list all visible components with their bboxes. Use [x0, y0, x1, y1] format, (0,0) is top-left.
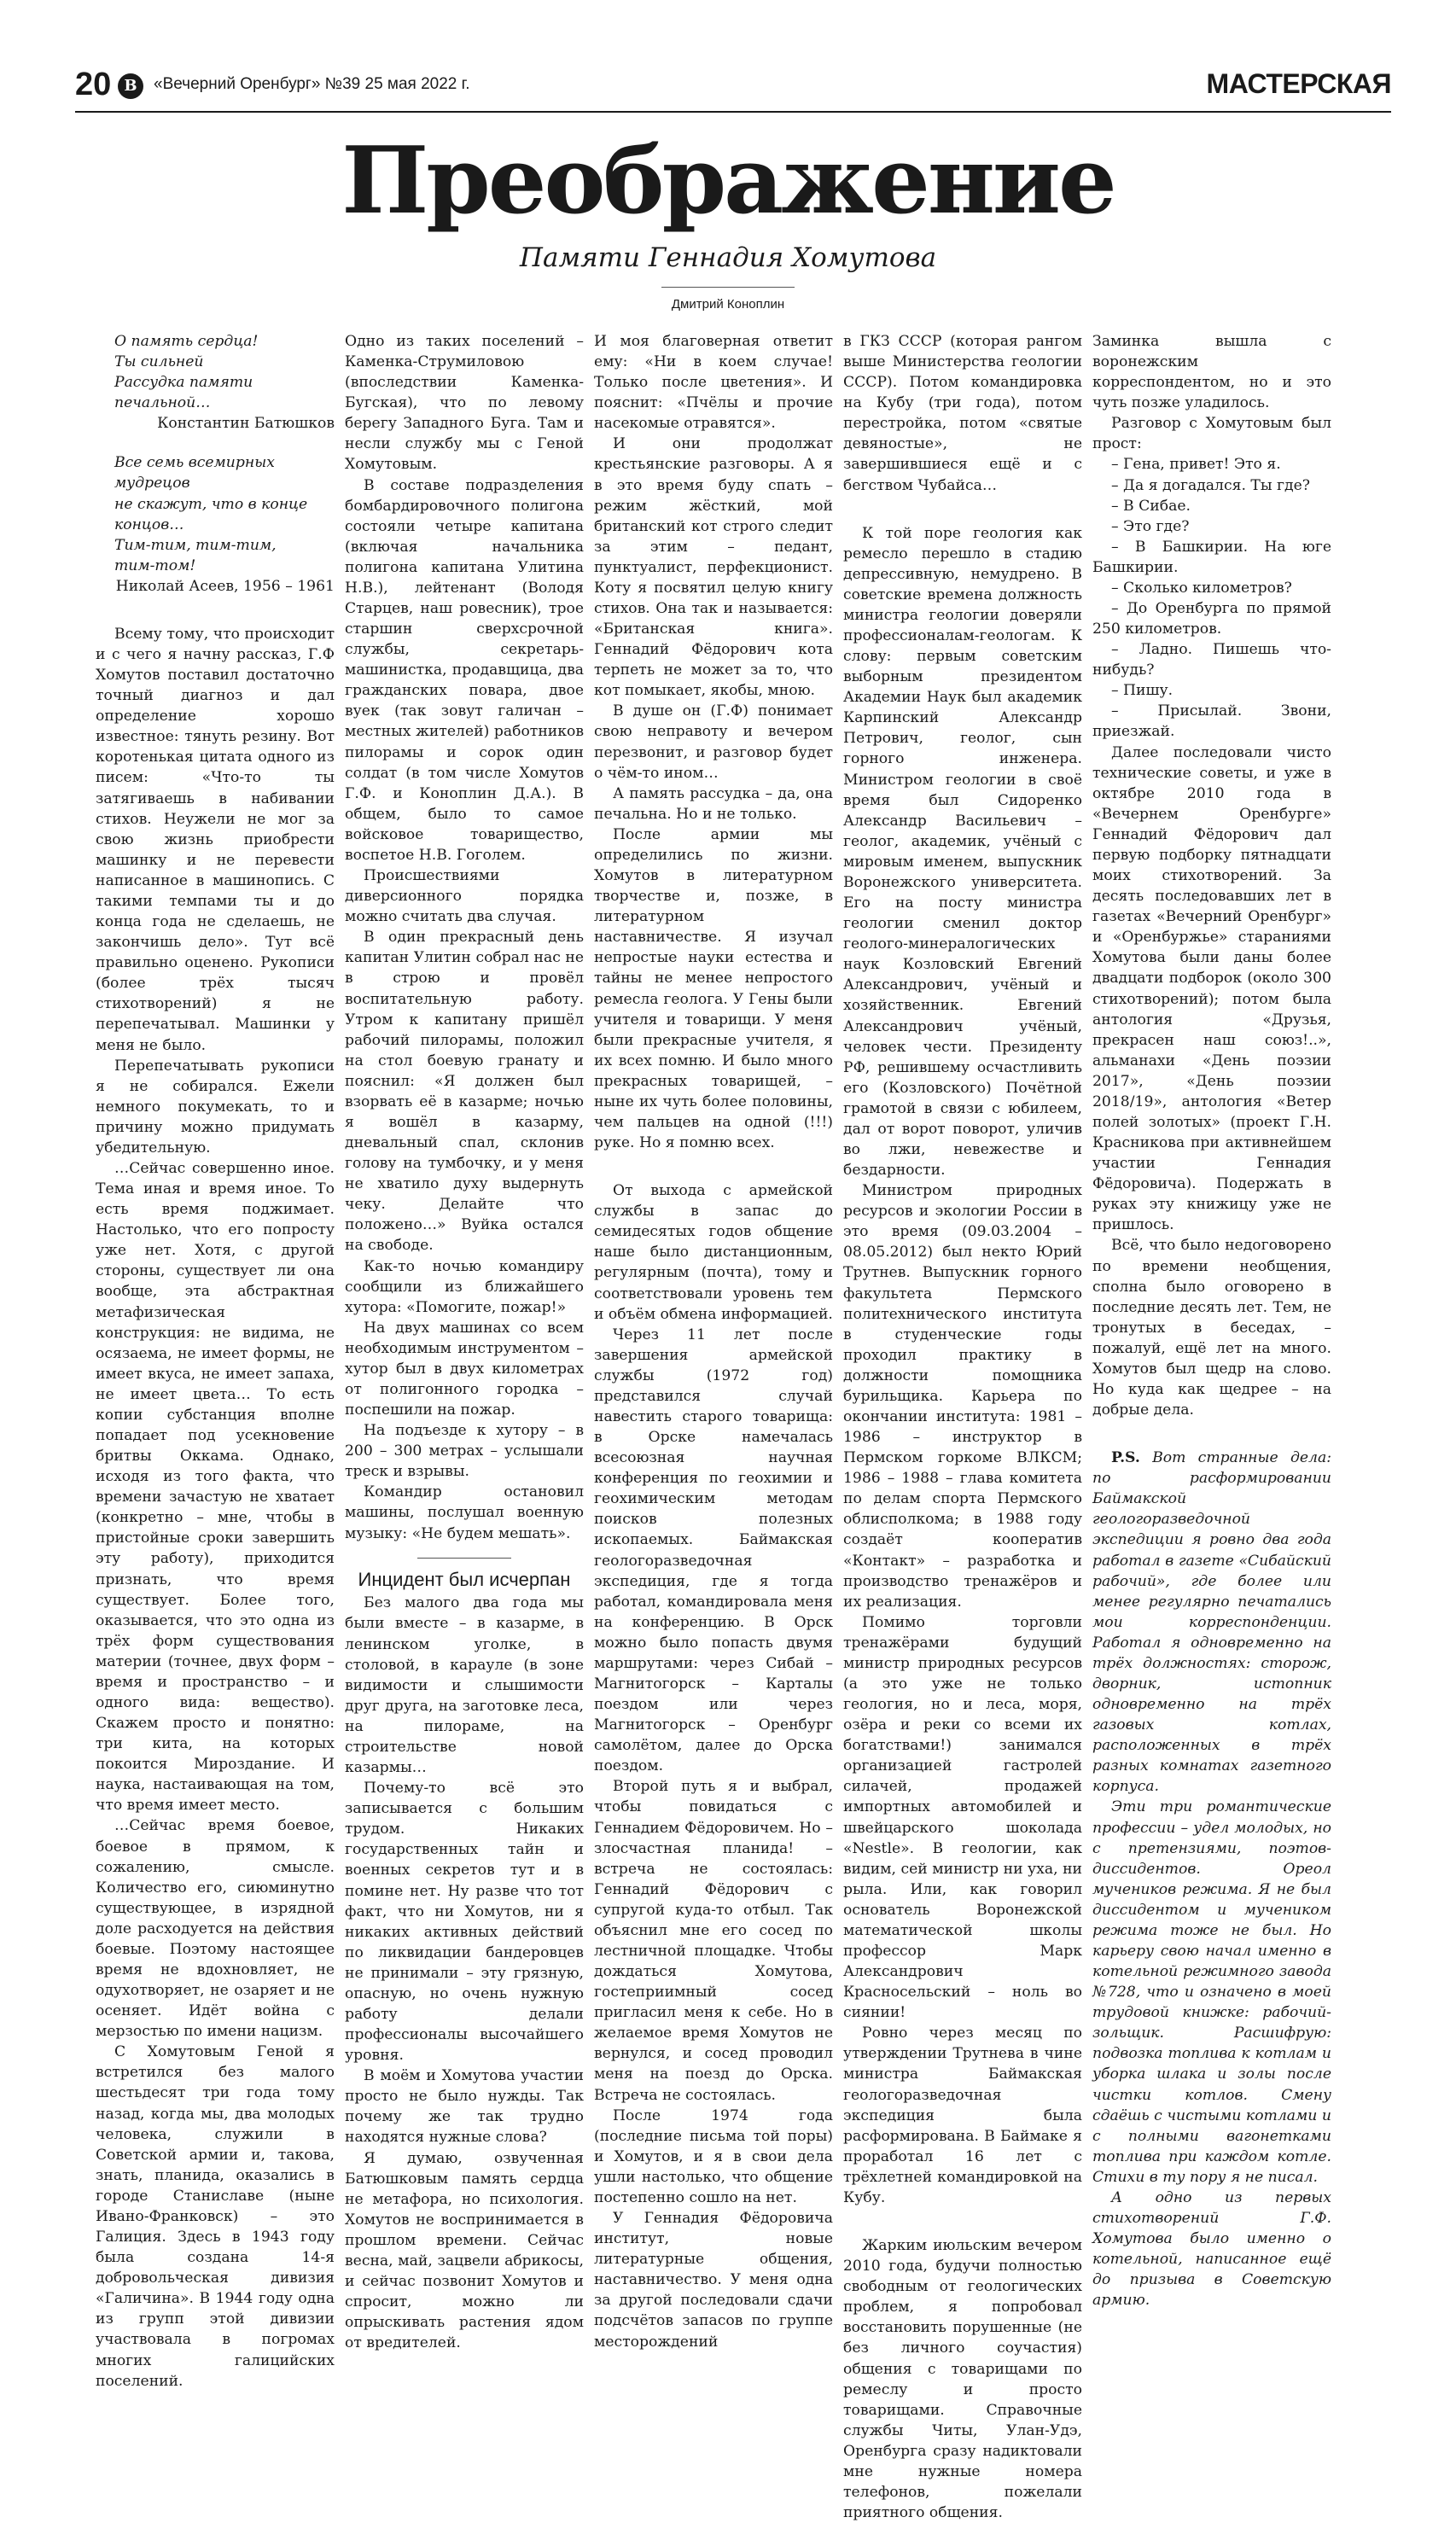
dialogue-line: – До Оренбурга по прямой 250 километров. — [1092, 600, 1331, 638]
header-divider — [75, 111, 1391, 113]
newspaper-logo-icon: В — [118, 73, 143, 99]
column-1 — [96, 331, 335, 2390]
column-2 — [345, 331, 584, 2352]
article-author: Дмитрий Коноплин — [671, 297, 785, 312]
paragraph: Всё, что было недоговорено по времени необщения, сполна было оговорено в последние десять лет. Тем, не тронутых в беседах, – пожалуй, ещё лет на много. Хомутов был щедр на слово. Но куда как щедрее – на добрые дела. — [1092, 1237, 1331, 1419]
paragraph: Жарким июльским вечером 2010 года, будучи полностью свободным от геологических проблем, я попробовал восстановить порушенные (не без личного соучастия) общения с товарищами по ремеслу и просто товарищами. Справочные службы Читы, Улан-Удэ, Оренбурга сразу надиктовали мне нужные номера телефонов, пожелали приятного общения. — [843, 2237, 1082, 2522]
postscript-text: Вот странные дела: по расформировании Баймакской геологоразведочной экспедиции я ровно два года работал в газете «Сибайский рабочий», где более или менее регулярно печатались мои корреспонденции. Работал я одновременно на трёх должностях: сторож, дворник, истопник одновременно на трёх газовых котлах, расположенных в трёх разных комнатах газетного корпуса. — [1092, 1449, 1331, 1796]
paragraph: От выхода с армейской службы в запас до семидесятых годов общение наше было дистанционным, регулярным (почта), тому и соответствовали уровень тем и объём обмена информацией. — [594, 1182, 833, 1323]
column-4 — [843, 331, 1082, 2522]
paragraph: Одно из таких поселений – Каменка-Струмиловою (впоследствии Каменка-Бугская), что по левому берегу Западного Буга. Там и несли службу мы с Геной Хомутовым. — [345, 333, 584, 474]
paragraph: С Хомутовым Геной я встретился без малого шестьдесят три года тому назад, когда мы, два молодых человека, служили в Советской армии и, такова, знать, планида, оказались в городе Станиславе (ныне Ивано-Франковск) – это Галиция. Здесь в 1943 году была создана 14-я добровольческая дивизия «Галичина». В 1944 году одна из групп этой дивизии участвовала в погромах многих галицийских поселений. — [96, 2043, 335, 2390]
epigraph-line: Рассудка памяти — [114, 374, 253, 392]
paragraph: А память рассудка – да, она печальна. Но и не только. — [594, 784, 833, 823]
epigraph-line: печальной… — [114, 394, 211, 412]
dialogue-line: – Да я догадался. Ты где? — [1111, 476, 1310, 494]
paragraph: Всему тому, что происходит и с чего я начну рассказ, Г.Ф Хомутов поставил достаточно точный диагноз и дал определение хорошо известное: тянуть резину. Вот коротенькая цитата одного из писем: «Что-то ты затягиваешь в набивании стихов. Неужели не мог за свою жизнь приобрести машинку и не перевести написанное в машинопись. С такими темпами ты и до конца года не сделаешь, не закончишь дело». Тут всё правильно оценено. Рукописи (более трёх тысяч стихотворений) я не перепечатывал. Машинки у меня не было. — [96, 625, 335, 1054]
paragraph: После армии мы определились по жизни. Хомутов в литературном творчестве и, позже, в литературном наставничестве. Я изучал непростые науки естества и тайны не менее непростого ремесла геолога. У Гены были учителя и товарищи. У меня были прекрасные учителя, я их всех помню. И было много прекрасных товарищей, – ныне их чуть более половины, чем пальцев на одной (!!!) руке. Но я помню всех. — [594, 825, 833, 1152]
paragraph: К той поре геология как ремесло перешло в стадию депрессивную, немудрено. В советские времена должность министра геологии доверяли профессионалам-геологам. К слову: первым советским выборным президентом Академии Наук был академик Карпинский Александр Петрович, геолог, сын горного инженера. Министром геологии в своё время был Сидоренко Александр Васильевич – геолог, академик, учёный с мировым именем, выпускник Воронежского университета. Его на посту министра геологии сменил доктор геолого-минералогических наук Козловский Евгений Александрович, учёный и хозяйственник. Евгений Александрович учёный, человек чести. Президенту РФ, решившему осчастливить его (Козловского) Почётной грамотой в связи с юбилеем, дал от ворот поворот, уличив во лжи, невежестве и бездарности. — [843, 524, 1082, 1180]
epigraph-2 — [96, 452, 335, 597]
subtitle-divider — [661, 287, 795, 288]
paragraph: В моём и Хомутова участии просто не было нужды. Так почему же так трудно находятся нужные слова? — [345, 2067, 584, 2147]
dialogue-line: – Сколько километров? — [1111, 579, 1292, 597]
paragraph: На подъезде к хутору – в 200 – 300 метрах – услышали треск и взрывы. — [345, 1422, 584, 1481]
postscript-paragraph — [1092, 1448, 1331, 1797]
paragraph: После 1974 года (последние письма той поры) и Хомутов, и я в свои дела ушли настолько, что общение постепенно сошло на нет. — [594, 2106, 833, 2206]
paragraph: У Геннадия Фёдоровича институт, новые литературные общения, наставничество. У меня одна за другой последовали сдачи подсчётов запасов по группе месторождений — [594, 2210, 833, 2351]
dialogue-line: – В Башкирии. На юге Башкирии. — [1092, 538, 1331, 576]
dialogue-line: – Пишу. — [1111, 682, 1174, 700]
article-title: Преображение — [341, 127, 1115, 235]
paragraph: В душе он (Г.Ф) понимает свою неправоту и вечером перезвонит, и разговор будет о чём-то ином… — [594, 702, 833, 782]
paragraph: В составе подразделения бомбардировочного полигона состояли четыре капитана (включая начальника полигона капитана Улитина Н.В.), лейтенант (Володя Старцев, наш ровесник), трое старшин сверхсрочной службы, секретарь-машинистка, продавщица, два гражданских повара, двое вуек (так зовут галичан – местных жителей) работников пилорамы и сорок один солдат (в том числе Хомутов Г.Ф. и Коноплин Д.А.). В общем, было то самое войсковое товарищество, воспетое Н.В. Гоголем. — [345, 476, 584, 864]
epigraph-line: тим-том! — [114, 556, 196, 574]
epigraph-line: Все семь всемирных — [114, 454, 275, 472]
column-3 — [594, 331, 833, 2351]
epigraph-line: мудрецов — [114, 475, 190, 492]
paragraph: Через 11 лет после завершения армейской службы (1972 год) представился случай навестить старого товарища: в Орске намечалась всесоюзная научная конференция по геохимии и геохимическим методам поисков полезных ископаемых. Баймакская геологоразведочная экспедиция, где я тогда работал, командировала меня на конференцию. В Орск можно было попасть двумя маршрутами: через Сибай – Магнитогорск – Карталы поездом или через Магнитогорск – Оренбург самолётом, далее до Орска поездом. — [594, 1326, 833, 1775]
epigraph-1 — [96, 331, 335, 434]
postscript-paragraph: А одно из первых стихотворений Г.Ф. Хомутова было именно о котельной, написанное ещё до призыва в Советскую армию. — [1092, 2188, 1331, 2310]
paragraph: Ровно через месяц по утверждении Трутнева в чине министра Баймакская геологоразведочная экспедиция была расформирована. В Баймаке я проработал 16 лет с трёхлетней командировкой на Кубу. — [843, 2025, 1082, 2206]
epigraph-line: не скажут, что в конце — [114, 495, 308, 513]
paragraph: в ГКЗ СССР (которая рангом выше Министерства геологии СССР). Потом командировка на Кубу (три года), потом перестройка, потом «святые девяностые», не завершившиеся ещё и с бегством Чубайса… — [843, 333, 1082, 494]
subheading: Инцидент был исчерпан — [358, 1568, 571, 1590]
epigraph-line: О память сердца! — [114, 333, 259, 350]
epigraph-line: Тим-тим, тим-тим, — [114, 536, 277, 554]
paragraph: В один прекрасный день капитан Улитин собрал нас не в строю и провёл воспитательную работу. Утром к капитану пришёл рабочий пилорамы, положил на стол боевую гранату и пояснил: «Я должен был взорвать её в казарме; ночью я вошёл в казарму, дневальный спал, склонив голову на тумбочку, и у меня не хватило духу выдернуть чеку. Делайте что положено…» Вуйка остался на свободе. — [345, 929, 584, 1255]
paragraph: …Сейчас время боевое, боевое в прямом, к сожалению, смысле. Количество его, сиюминутно существующее, в изрядной доле расходуется на действия боевые. Поэтому настоящее время не вдохновляет, не одухотворяет, не озаряет и не осеняет. Идёт война с мерзостью по имени нацизм. — [96, 1817, 335, 2041]
epigraph-line: концов… — [114, 516, 184, 533]
page-header — [75, 67, 1391, 109]
paragraph: Почему-то всё это записывается с большим трудом. Никаких государственных тайн и военных секретов тут и в помине нет. Ну разве что тот факт, что ни Хомутов, ни я никаких активных действий по ликвидации бандеровцев не принимали – эту грязную, опасную, но очень нужную работу делали профессионалы высочайшего уровня. — [345, 1780, 584, 2065]
column-5 — [1092, 331, 1331, 2310]
paragraph: И они продолжат крестьянские разговоры. А я в это время буду спать – режим жёсткий, мой британский кот строго следит за этим – педант, пунктуалист, перфекционист. Коту я посвятил целую книгу стихов. Она так и называется: «Британская книга». Геннадий Фёдорович кота терпеть не может за то, что кот помыкает, якобы, мною. — [594, 435, 833, 700]
dialogue-line: – Гена, привет! Это я. — [1111, 456, 1281, 474]
paragraph: На двух машинах со всем необходимым инструментом – хутор был в двух километрах от полигонного городка – поспешили на пожар. — [345, 1319, 584, 1419]
paragraph: И моя благоверная ответит ему: «Ни в коем случае! Только после цветения». И пояснит: «Пчёлы и прочие насекомые отравятся». — [594, 333, 833, 433]
article-subtitle: Памяти Геннадия Хомутова — [519, 242, 937, 273]
issue-info: «Вечерний Оренбург» №39 25 мая 2022 г. — [154, 75, 470, 93]
page-number: 20 — [75, 67, 112, 102]
subhead-divider — [417, 1558, 511, 1559]
epigraph-author: Николай Асеев, 1956 – 1961 — [115, 577, 335, 595]
postscript-paragraph: Эти три романтические профессии – удел молодых, но с претензиями, поэтов-диссидентов. Ореол мучеников режима. Я не был диссидентом и мучеником режима тоже не был. Но карьеру свою начал именно в котельной режимного завода №728, что и означено в моей трудовой книжке: рабочий-зольщик. Расшифрую: подвозка топлива к котлам и уборка шлака и золы после чистки котлов. Смену сдаёшь с чистыми котлами и с полными вагонетками топлива при каждом котле. Стихи в ту пору я не писал. — [1092, 1798, 1331, 2186]
paragraph: Второй путь я и выбрал, чтобы повидаться с Геннадием Фёдоровичем. Но – злосчастная планида! – встреча не состоялась: Геннадий Фёдорович с супругой куда-то отбыл. Так объяснил мне его сосед по лестничной площадке. Чтобы дождаться Хомутова, гостеприимный сосед пригласил меня к себе. Но в желаемое время Хомутов не вернулся, и сосед проводил меня на поезд до Орска. Встреча не состоялась. — [594, 1778, 833, 2104]
epigraph-line: Ты сильней — [114, 353, 204, 371]
dialogue-line: – Это где? — [1111, 517, 1190, 535]
paragraph: …Сейчас совершенно иное. Тема иная и время иное. То есть время поджимает. Настолько, что его попросту уже нет. Хотя, с другой стороны, существует ли она вообще, эта абстрактная метафизическая конструкция: не видима, не осязаема, не имеет формы, не имеет вкуса, не имеет запаха, не имеет цвета… То есть копии субстанция вполне попадает под усекновение бритвы Оккама. Однако, исходя из того факта, что времени зачастую не хватает (конкретно – мне, чтобы в пристойные сроки завершить эту работу), приходится признать, что время существует. Более того, оказывается, что это одна из трёх форм существования материи (точнее, двух форм – время и пространство – и одного вида: вещество). Скажем просто и понятно: три кита, на которых покоится Мироздание. И наука, настаивающая на том, что время имеет место. — [96, 1159, 335, 1815]
paragraph: Я думаю, озвученная Батюшковым память сердца не метафора, но психология. Хомутов не воспринимается в прошлом времени. Сейчас весна, май, зацвели абрикосы, и сейчас позвонит Хомутов и спросит, можно ли опрыскивать растения ядом от вредителей. — [345, 2149, 584, 2352]
paragraph: Министром природных ресурсов и экологии России в это время (09.03.2004 – 08.05.2012) был некто Юрий Трутнев. Выпускник горного факультета Пермского политехнического института в студенческие годы проходил практику в должности помощника бурильщика. Карьера по окончании института: 1981 – 1986 – инструктор в Пермском горкоме ВЛКСМ; 1986 – 1988 – глава комитета по делам спорта Пермского облисполкома; в 1988 году создаёт кооператив «Контакт» – разработка и производство тренажёров и их реализация. — [843, 1182, 1082, 1611]
paragraph: Происшествиями диверсионного порядка можно считать два случая. — [345, 867, 584, 926]
paragraph: Командир остановил машины, послушал военную музыку: «Не будем мешать». — [345, 1483, 584, 1542]
dialogue-line: – Ладно. Пишешь что-нибудь? — [1092, 641, 1331, 679]
section-name: МАСТЕРСКАЯ — [1206, 68, 1391, 99]
paragraph: Как-то ночью командиру сообщили из ближайшего хутора: «Помогите, пожар!» — [345, 1257, 584, 1316]
paragraph: Заминка вышла с воронежским корреспондентом, но и это чуть позже уладилось. — [1092, 333, 1331, 412]
epigraph-author: Константин Батюшков — [157, 415, 335, 433]
dialogue-line: – В Сибае. — [1111, 497, 1191, 515]
paragraph: Без малого два года мы были вместе – в казарме, в ленинском уголке, в столовой, в караулe (в зоне видимости и слышимости друг друга, на заготовке леса, на пилораме, на строительстве новой казармы… — [345, 1594, 584, 1777]
postscript-label: P.S. — [1111, 1449, 1140, 1467]
paragraph: Помимо торговли тренажёрами будущий министр природных ресурсов (а это уже не только геология, но и леса, моря, озёра и реки со всеми их богатствами!) занимался организацией гастролей силачей, продажей импортных автомобилей и швейцарского шоколада «Nestle». В геологии, как видим, сей министр ни уха, ни рыла. Или, как говорил основатель Воронежской математической школы профессор Марк Александрович Красносельский – ноль во сиянии! — [843, 1613, 1082, 2022]
dialogue-line: – Присылай. Звони, приезжай. — [1092, 702, 1331, 741]
paragraph: Далее последовали чисто технические советы, и уже в октябре 2010 года в «Вечернем Оренбурге» Геннадий Фёдорович дал первую подборку пятнадцати моих стихотворений. За десять последовавших лет в газетах «Вечерний Оренбург» и «Оренбуржье» стараниями Хомутова были даны более двадцати подборок (около 300 стихотворений); потом была антология «Друзья, прекрасен наш союз!..», альманахи «День поэзии 2017», «День поэзии 2018/19», антология «Ветер полей золотых» (проект Г.Н. Красникова при активнейшем участии Геннадия Фёдоровича). Подержать в руках эту книжицу уже не пришлось. — [1092, 743, 1331, 1234]
paragraph: Разговор с Хомутовым был прост: — [1092, 415, 1331, 453]
paragraph: Перепечатывать рукописи я не собирался. Ежели немного покумекать, то и причину можно придумать убедительную. — [96, 1057, 335, 1157]
